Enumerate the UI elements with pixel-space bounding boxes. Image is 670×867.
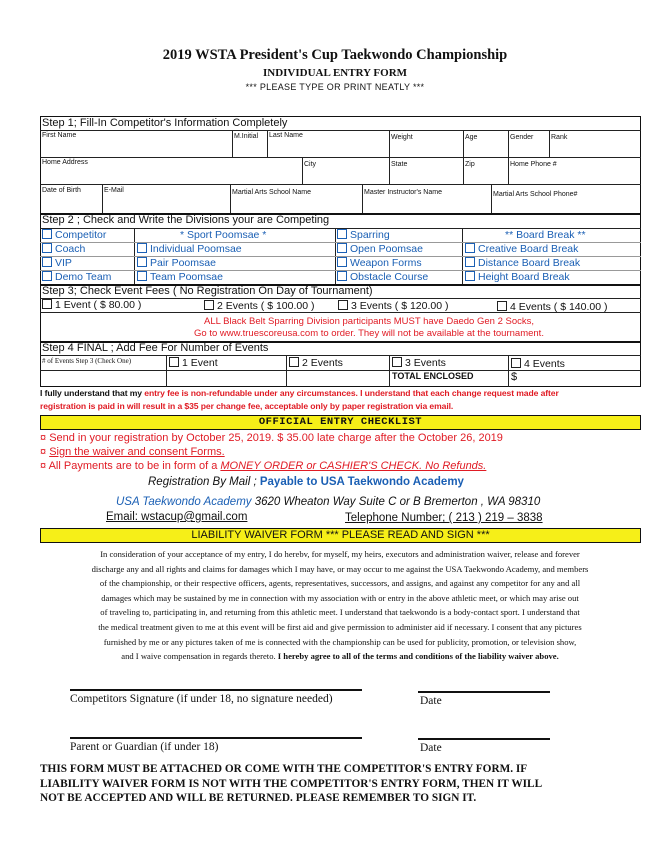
- checkbox-icon[interactable]: [289, 357, 299, 367]
- step1-heading: Step 1; Fill-In Competitor's Information Completely: [42, 117, 288, 129]
- contact-email: Email: wstacup@gmail.com: [106, 511, 248, 523]
- home-phone-field[interactable]: Home Phone #: [510, 161, 557, 168]
- date-line-2[interactable]: [418, 738, 550, 740]
- board-break-header: ** Board Break **: [505, 229, 586, 241]
- competitor-signature-label: Competitors Signature (if under 18, no signature needed): [70, 693, 333, 705]
- checkbox-icon[interactable]: [137, 257, 147, 267]
- division-creative-board-break[interactable]: Creative Board Break: [465, 243, 578, 255]
- checkbox-icon[interactable]: [497, 301, 507, 311]
- fee-1-event[interactable]: 1 Event ( $ 80.00 ): [42, 299, 141, 311]
- refund-policy-line1: I fully understand that my entry fee is non-refundable under any circumstances. I understand that each change request made after: [40, 388, 559, 398]
- date-of-birth-field[interactable]: Date of Birth: [42, 187, 81, 194]
- date-line-1[interactable]: [418, 691, 550, 693]
- checkbox-icon[interactable]: [137, 271, 147, 281]
- contact-phone: Telephone Number; ( 213 ) 219 – 3838: [345, 512, 543, 524]
- division-vip[interactable]: VIP: [42, 257, 72, 269]
- checkbox-icon[interactable]: [337, 243, 347, 253]
- division-height-board-break[interactable]: Height Board Break: [465, 271, 570, 283]
- sport-poomsae-header: * Sport Poomsae *: [180, 229, 267, 241]
- fee-3-events[interactable]: 3 Events ( $ 120.00 ): [338, 300, 448, 312]
- form-subtitle: INDIVIDUAL ENTRY FORM: [262, 67, 408, 79]
- fee-4-events[interactable]: 4 Events ( $ 140.00 ): [497, 301, 607, 313]
- academy-address: USA Taekwondo Academy 3620 Wheaton Way Suite C or B Bremerton , WA 98310: [116, 496, 541, 508]
- checklist-title: OFFICIAL ENTRY CHECKLIST: [258, 416, 423, 428]
- checkbox-icon[interactable]: [42, 271, 52, 281]
- first-name-field[interactable]: First Name: [42, 132, 77, 139]
- fee-2-events[interactable]: 2 Events ( $ 100.00 ): [204, 300, 314, 312]
- date-label-1: Date: [420, 695, 442, 707]
- city-field[interactable]: City: [304, 161, 317, 168]
- division-distance-board-break[interactable]: Distance Board Break: [465, 257, 580, 269]
- footer-notice: THIS FORM MUST BE ATTACHED OR COME WITH THE COMPETITOR'S ENTRY FORM. IF LIABILITY WAIVER FORM IS NOT WITH THE COMPETITOR'S ENTRY FORM, THEN IT WILL NOT BE ACCEPTED AND WILL BE RETURNED. PLEASE REMEMBER TO SIGN IT.: [40, 763, 543, 804]
- waiver-title-bar: [40, 528, 641, 543]
- step3-heading: Step 3; Check Event Fees ( No Registration On Day of Tournament): [42, 285, 373, 297]
- school-name-field[interactable]: Martial Arts School Name: [232, 189, 311, 196]
- form-title: 2019 WSTA President's Cup Taekwondo Championship: [162, 47, 508, 63]
- final-4-events[interactable]: 4 Events: [511, 358, 565, 370]
- checkbox-icon[interactable]: [137, 243, 147, 253]
- division-open-poomsae[interactable]: Open Poomsae: [337, 243, 423, 255]
- date-label-2: Date: [420, 742, 442, 754]
- division-coach[interactable]: Coach: [42, 243, 85, 255]
- division-individual-poomsae[interactable]: Individual Poomsae: [137, 243, 242, 255]
- socks-notice-line1: ALL Black Belt Sparring Division participants MUST have Daedo Gen 2 Socks,: [203, 316, 535, 327]
- checklist-title-bar: [40, 415, 641, 430]
- gender-field[interactable]: Gender: [510, 134, 534, 141]
- division-obstacle-course[interactable]: Obstacle Course: [337, 271, 428, 283]
- step4-heading: Step 4 FINAL ; Add Fee For Number of Events: [42, 342, 269, 354]
- checkbox-icon[interactable]: [204, 300, 214, 310]
- guardian-signature-line[interactable]: [70, 737, 362, 739]
- checkbox-icon[interactable]: [511, 358, 521, 368]
- waiver-body: In consideration of your acceptance of my entry, I do herebv, for myself, my heirs, executors and administration waiver, release and forever discharge any and all rights and claims for damages which I may have, or may occur to me against the USA Taekwondo Academy, and members of the championship, or their respective officers, agents, representatives, successors, and assigns, and against any competitor for any and all damages which may be sustained by me in connection with my association with or entry in the above athletic meet, or which may arise out of traveling to, participating in, and returning from this athletic meet. I understand that taekwondo is a body-contact sport. I understand that the medical treatment given to me at this event will be first aid and give permission to administer aid if necessary. I consent that any pictures furnished by me or any pictures taken of me is connected with the championship can be used for publicity, promotion, or television show, and I waive compensation in regards thereto. I hereby agree to all of the terms and conditions of the liability waiver above.: [91, 549, 589, 662]
- rank-field[interactable]: Rank: [551, 134, 568, 141]
- total-enclosed-field[interactable]: $: [511, 371, 518, 383]
- zip-field[interactable]: Zip: [465, 161, 475, 168]
- checkbox-icon[interactable]: [42, 299, 52, 309]
- checkbox-icon[interactable]: [465, 257, 475, 267]
- division-pair-poomsae[interactable]: Pair Poomsae: [137, 257, 216, 269]
- division-sparring[interactable]: Sparring: [337, 229, 390, 241]
- checklist-item-deadline: ¤ Send in your registration by October 25, 2019. $ 35.00 late charge after the October 26, 2019: [40, 432, 503, 444]
- division-weapon-forms[interactable]: Weapon Forms: [337, 257, 422, 269]
- checkbox-icon[interactable]: [42, 257, 52, 267]
- final-2-events[interactable]: 2 Events: [289, 357, 343, 369]
- checkbox-icon[interactable]: [337, 257, 347, 267]
- middle-initial-field[interactable]: M.Initial: [234, 133, 259, 140]
- guardian-signature-label: Parent or Guardian (if under 18): [70, 741, 219, 753]
- checkbox-icon[interactable]: [169, 357, 179, 367]
- state-field[interactable]: State: [391, 161, 408, 168]
- print-note: *** PLEASE TYPE OR PRINT NEATLY ***: [245, 82, 425, 92]
- home-address-field[interactable]: Home Address: [42, 159, 88, 166]
- final-1-event[interactable]: 1 Event: [169, 357, 218, 369]
- waiver-title: LIABILITY WAIVER FORM *** PLEASE READ AND SIGN ***: [191, 529, 490, 541]
- checkbox-icon[interactable]: [42, 243, 52, 253]
- checklist-item-payment: ¤ All Payments are to be in form of a MONEY ORDER or CASHIER'S CHECK. No Refunds.: [40, 460, 487, 472]
- school-phone-field[interactable]: Martial Arts School Phone#: [493, 191, 578, 198]
- checkbox-icon[interactable]: [465, 271, 475, 281]
- age-field[interactable]: Age: [465, 134, 478, 141]
- last-name-field[interactable]: Last Name: [269, 132, 303, 139]
- checkbox-icon[interactable]: [392, 357, 402, 367]
- checkbox-icon[interactable]: [337, 271, 347, 281]
- division-demo-team[interactable]: Demo Team: [42, 271, 111, 283]
- events-count-label: # of Events Step 3 (Check One): [42, 357, 132, 365]
- socks-notice-line2: Go to www.truescoreusa.com to order. They will not be available at the tournament.: [194, 328, 544, 339]
- final-3-events[interactable]: 3 Events: [392, 357, 446, 369]
- division-team-poomsae[interactable]: Team Poomsae: [137, 271, 223, 283]
- email-field[interactable]: E-Mail: [104, 187, 124, 194]
- checkbox-icon[interactable]: [337, 229, 347, 239]
- competitor-signature-line[interactable]: [70, 689, 362, 691]
- checkbox-icon[interactable]: [465, 243, 475, 253]
- checkbox-icon[interactable]: [338, 300, 348, 310]
- total-enclosed-label: TOTAL ENCLOSED: [392, 371, 474, 381]
- refund-policy-line2: registration is paid in will result in a $35 per change fee, acceptable only by paper registration via email.: [40, 401, 454, 411]
- master-instructor-field[interactable]: Master Instructor's Name: [364, 189, 442, 196]
- weight-field[interactable]: Weight: [391, 134, 413, 141]
- mail-registration: Registration By Mail ; Payable to USA Taekwondo Academy: [148, 476, 464, 488]
- checkbox-icon[interactable]: [42, 229, 52, 239]
- checklist-item-waiver: ¤ Sign the waiver and consent Forms.: [40, 446, 225, 458]
- division-competitor[interactable]: Competitor: [42, 229, 106, 241]
- step2-heading: Step 2 ; Check and Write the Divisions your are Competing: [42, 214, 330, 226]
